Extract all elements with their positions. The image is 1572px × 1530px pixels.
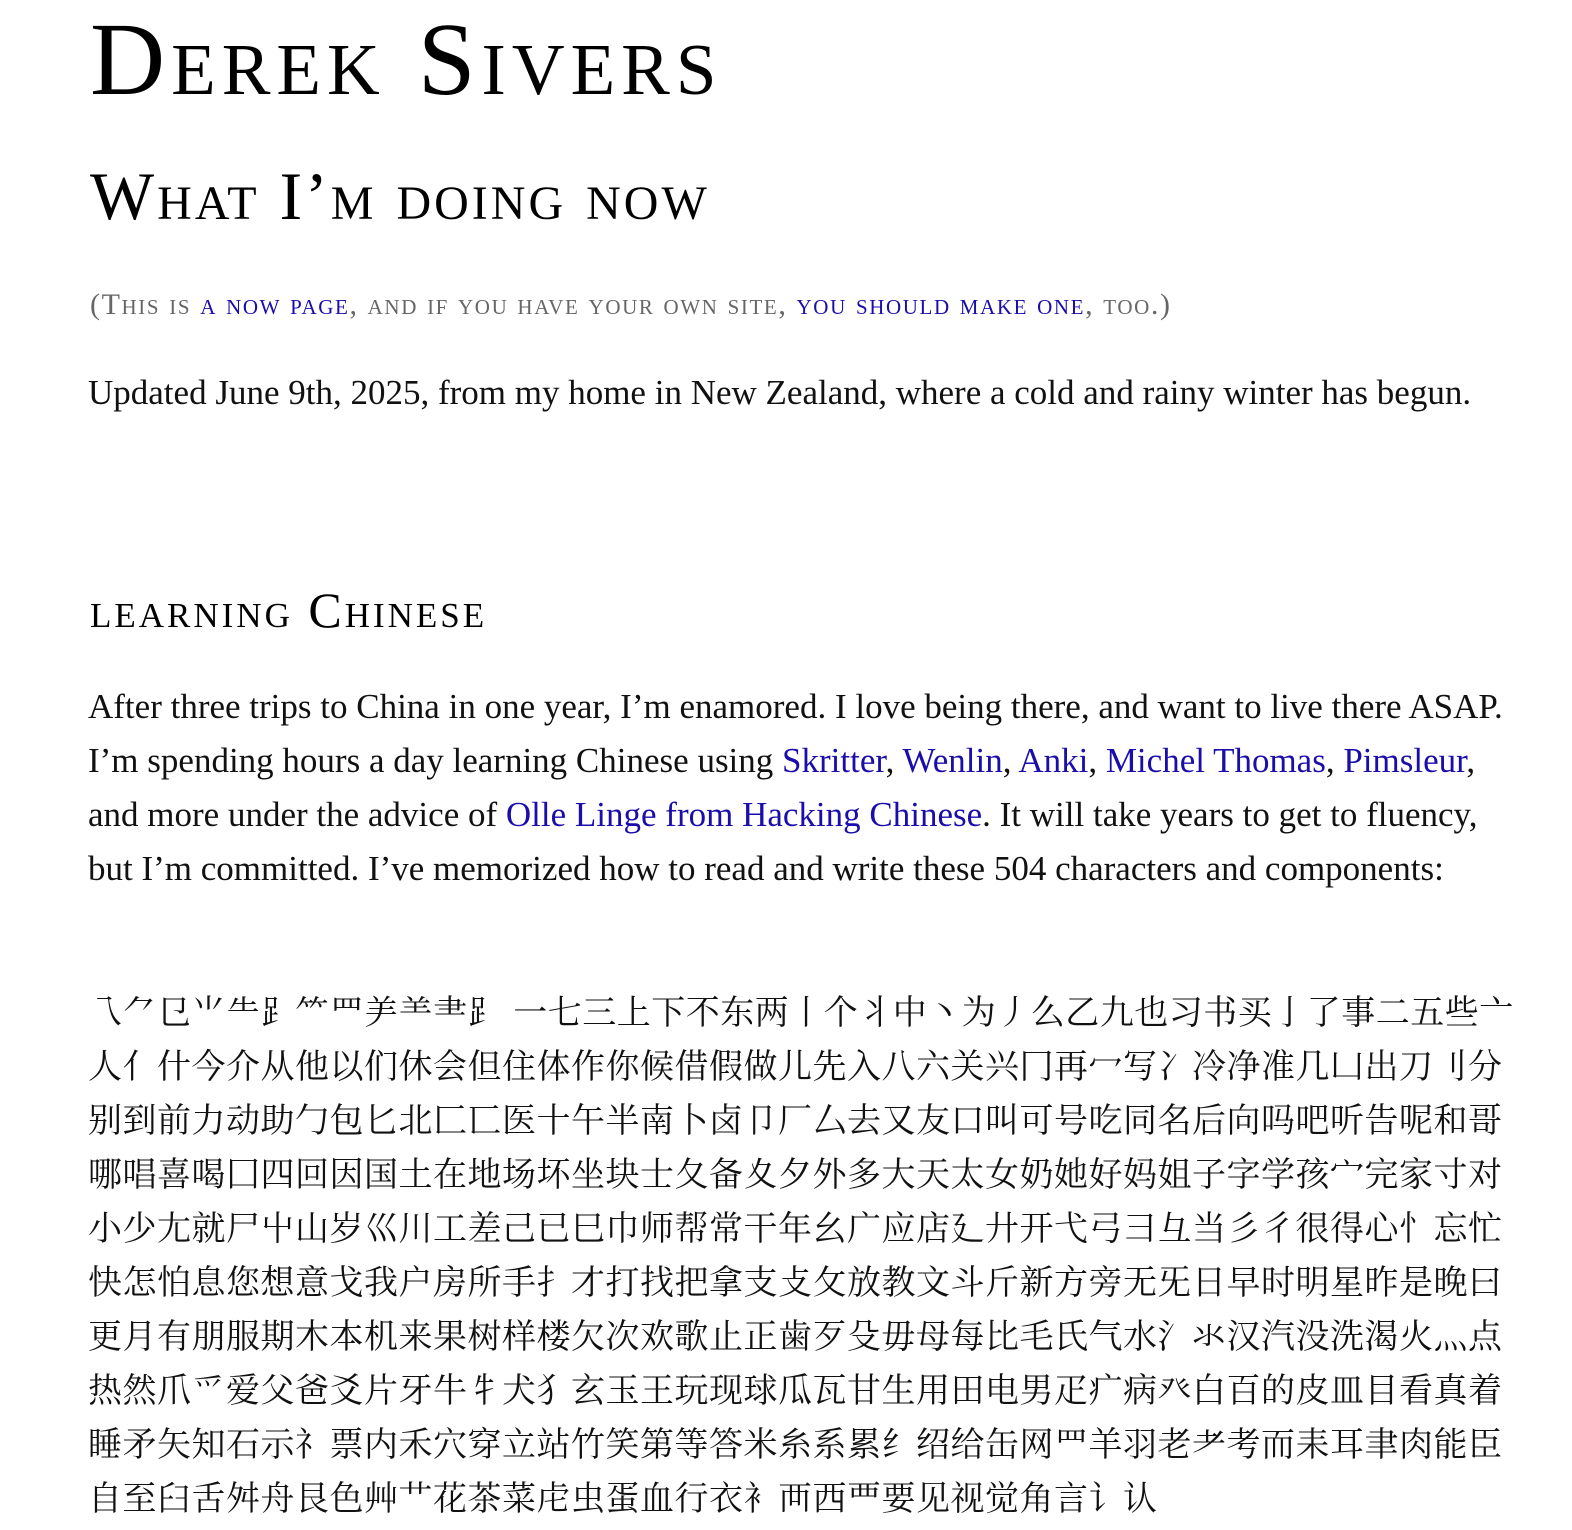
updated-paragraph: Updated June 9th, 2025, from my home in New Zealand, where a cold and rainy winter has begun. <box>88 373 1472 412</box>
learning-text-middle: , and more under the advice of <box>88 741 1476 834</box>
now-note-middle: , and if you have your own site, <box>349 288 797 321</box>
separator: , <box>885 741 903 780</box>
michel-thomas-link[interactable]: Michel Thomas <box>1105 741 1326 780</box>
separator: , <box>1325 741 1344 780</box>
separator: , <box>1002 741 1019 780</box>
make-one-link[interactable]: you should make one <box>796 288 1086 321</box>
now-note-suffix: , too.) <box>1085 288 1172 321</box>
skritter-link[interactable]: Skritter <box>782 741 886 780</box>
site-title[interactable]: Derek Sivers <box>90 2 723 117</box>
olle-linge-link[interactable]: Olle Linge from Hacking Chinese <box>505 795 983 834</box>
now-page-note <box>90 286 1172 324</box>
learning-text-start: After three trips to China in one year, I’m enamored. I love being there, and want to live there ASAP. I’m spending hours a day learning Chinese using <box>88 687 1503 780</box>
separator: , <box>1088 741 1106 780</box>
learning-text-end: . It will take years to get to fluency, but I’m committed. I’ve memorized how to read and write these 504 characters and components: <box>88 795 1478 888</box>
now-note-prefix: (This is <box>90 288 201 321</box>
anki-link[interactable]: Anki <box>1018 741 1089 780</box>
section-heading-learning-chinese: learning Chinese <box>90 582 488 638</box>
chinese-characters-list: 乁⺈㔾⺌⺧⻊⺮⺲⺶⺷⺻⻊ 一七三上下不东两丨个丬中丶为丿么乙九也习书买亅了事二五些亠人亻什今介从他以们休会但住体作你候借假做儿先入八六关兴冂再冖写冫冷净准几凵出刀刂分别到前力动助勹包匕北匚匸医十午半南卜卤卩厂厶去又友口叫可号吃同名后向吗吧听告呢和哥哪唱喜喝囗四回因国土在地场坏坐块士夂备夊夕外多大天太女奶她好妈姐子字学孩宀完家寸对小少尢就尸屮山岁巛川工差己已巳巾师帮常干年幺广应店廴廾开弋弓彐彑当彡彳很得心忄忘忙快怎怕息您想意戈我户房所手扌才打找把拿支攴攵放教文斗斤新方旁无旡日早时明星昨是晚曰更月有朋服期木本机来果树样楼欠次欢歌止正歯歹殳毋母每比毛氏气水氵氺汉汽没洗渴火灬点热然爪爫爱父爸爻片牙牛牜犬犭玄玉王玩现球瓜瓦甘生用田电男疋疒病癶白百的皮皿目看真着睡矛矢知石示礻票内禾穴穿立站竹笑第等答米糸系累纟绍给缶网罒羊羽老耂考而耒耳聿肉能臣自至臼舌舛舟艮色艸艹花茶菜虍虫蛋血行衣衤襾西覀要见视觉角言讠认 <box>88 993 1514 1519</box>
learning-chinese-paragraph <box>88 680 1528 896</box>
page-heading: What I’m doing now <box>90 158 710 234</box>
now-page-link[interactable]: a now page <box>200 288 350 321</box>
pimsleur-link[interactable]: Pimsleur <box>1343 741 1467 780</box>
wenlin-link[interactable]: Wenlin <box>902 741 1003 780</box>
